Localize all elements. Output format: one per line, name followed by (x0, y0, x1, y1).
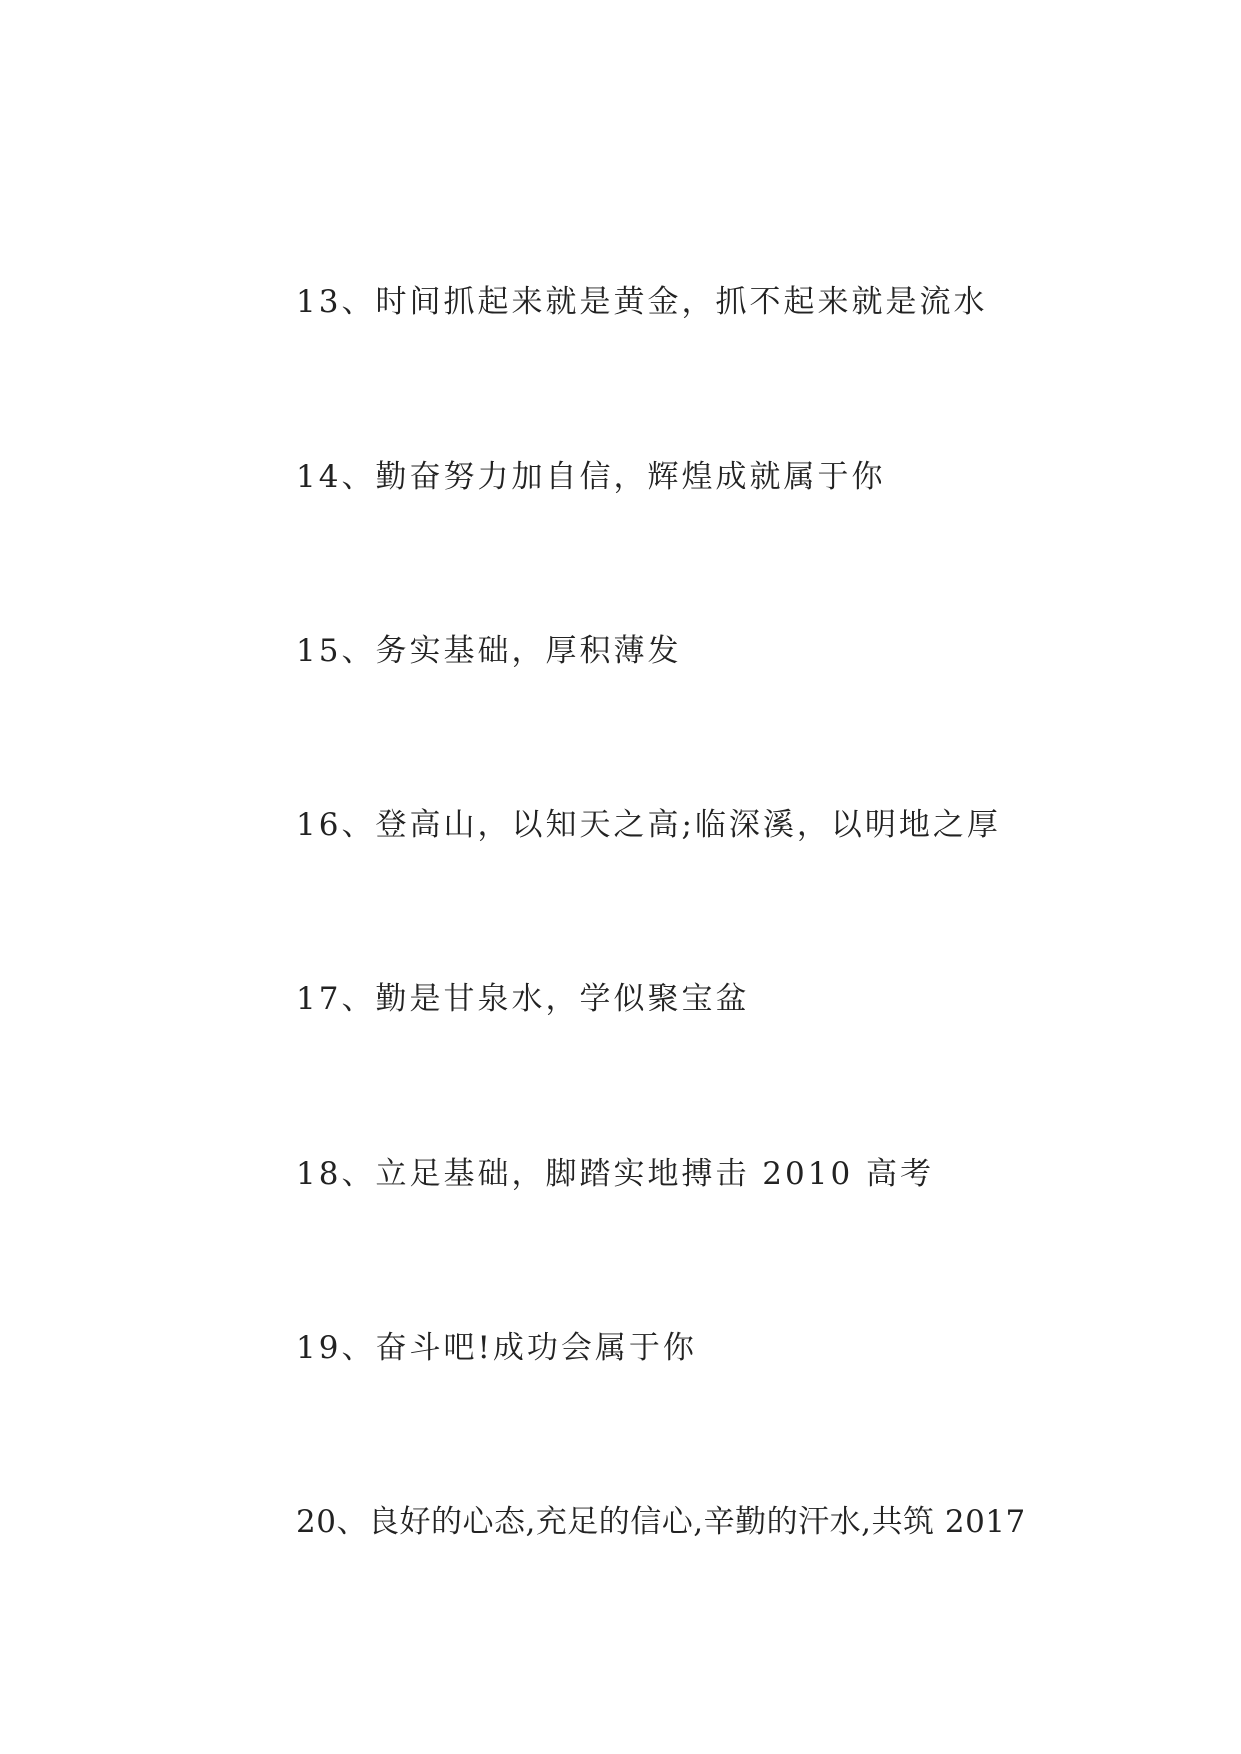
slogan-line-13: 13、时间抓起来就是黄金，抓不起来就是流水 (296, 284, 988, 320)
slogan-line-17: 17、勤是甘泉水，学似聚宝盆 (296, 981, 750, 1017)
slogan-line-19: 19、奋斗吧!成功会属于你 (296, 1330, 697, 1366)
slogan-line-14: 14、勤奋努力加自信，辉煌成就属于你 (296, 459, 886, 495)
slogan-line-16: 16、登高山，以知天之高;临深溪，以明地之厚 (296, 807, 1001, 843)
slogan-line-18: 18、立足基础，脚踏实地搏击 2010 高考 (296, 1156, 935, 1192)
slogan-line-20: 20、良好的心态,充足的信心,辛勤的汗水,共筑 2017 (296, 1504, 1026, 1540)
slogan-line-15: 15、务实基础，厚积薄发 (296, 633, 682, 669)
